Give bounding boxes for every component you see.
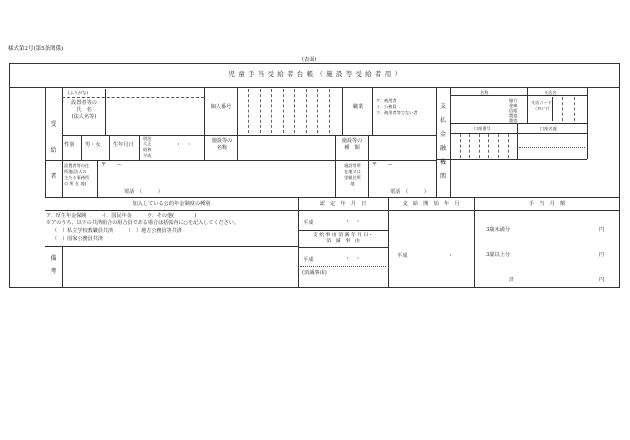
allowance-header: 手 当 月 額 bbox=[528, 201, 566, 207]
bank-type-1: 銀行 bbox=[509, 98, 518, 103]
facility-type-label-1: 施設等の bbox=[341, 138, 363, 144]
facility-type-label-2: 種 類 bbox=[344, 145, 360, 151]
personal-number-label: 個人番号 bbox=[210, 104, 232, 110]
allowance-under3-unit: 円 bbox=[599, 227, 605, 233]
job-option-c[interactable]: ウ．被用者等でない者 bbox=[376, 110, 418, 115]
remarks-field[interactable] bbox=[63, 247, 297, 287]
allowance-over3-label: 3歳以上分 bbox=[486, 252, 511, 258]
form-number: 様式第2号(第5条関係) bbox=[8, 46, 64, 52]
side-label: (表面) bbox=[302, 57, 317, 63]
facility-address-label-2: 在地又は bbox=[344, 169, 361, 174]
name-field[interactable] bbox=[106, 98, 203, 133]
era-heisei[interactable]: 平成 bbox=[143, 153, 152, 158]
payment-start-era: 平成 bbox=[397, 253, 408, 259]
extinction-reason-label: (消滅事由) bbox=[302, 270, 327, 276]
bank-type-2: 金庫 bbox=[509, 103, 518, 108]
job-label: 職業 bbox=[352, 104, 364, 110]
extinction-header-1: 支 給 事 由 消 滅 年 月 日・ bbox=[312, 233, 374, 238]
extinction-era: 平成 bbox=[303, 257, 314, 263]
facility-address-label-4: 地 bbox=[350, 181, 355, 186]
facility-name-label-1: 施設等の bbox=[211, 138, 233, 144]
branch-code-label: 支店コード bbox=[531, 100, 552, 105]
address-label-3: 主たる事務所 bbox=[64, 175, 90, 180]
bank-name-header: 名称 bbox=[480, 90, 489, 95]
account-number-header: 口座番号 bbox=[474, 126, 491, 131]
recipient-section-label: 受 給 者 bbox=[50, 121, 63, 180]
branch-name-header: 支店名 bbox=[544, 90, 557, 95]
sex-value[interactable]: 男・女 bbox=[85, 142, 101, 148]
allowance-under3-label: 3歳未満分 bbox=[486, 227, 511, 233]
pension-line-1[interactable]: ア．厚生年金保険 イ．国民年金 ウ．その他( ) bbox=[46, 213, 197, 219]
extinction-date-field[interactable]: ・ ・ bbox=[345, 256, 361, 262]
facility-address-label-1: 施設等所 bbox=[344, 163, 361, 168]
allowance-total-unit: 円 bbox=[599, 277, 605, 283]
account-name-header: 口座名義 bbox=[540, 126, 557, 131]
address-label-2: 所地(法人の bbox=[64, 169, 87, 174]
personal-number-field[interactable] bbox=[238, 88, 342, 134]
facility-name-label-2: 名称 bbox=[216, 145, 228, 151]
facility-postal-mark[interactable]: 〒 ー bbox=[372, 162, 393, 168]
bank-type-4: 農協 bbox=[509, 113, 518, 118]
name-label-3: (法人名等) bbox=[71, 114, 97, 120]
payment-org-label: 支払金融機関 bbox=[439, 103, 446, 180]
birth-label: 生年月日 bbox=[113, 142, 134, 148]
pension-line-2: ※アのうち、以下の共済組合の組合員である場合は括弧内に○を記入してください。 bbox=[46, 220, 239, 226]
allowance-total-label: 計 bbox=[509, 277, 515, 283]
bank-type-3: 信組 bbox=[509, 108, 518, 113]
era-taisho[interactable]: 大正 bbox=[143, 141, 152, 146]
allowance-over3-unit: 円 bbox=[599, 252, 605, 258]
certification-header: 認 定 年 月 日 bbox=[319, 201, 367, 207]
pension-header: 加入している公的年金制度の種別 bbox=[132, 201, 211, 207]
era-showa[interactable]: 昭和 bbox=[143, 147, 152, 152]
facility-phone-field[interactable]: 電話 （ ） bbox=[390, 189, 429, 195]
facility-address-label-3: 里親住所 bbox=[344, 175, 361, 180]
certification-era: 平成 bbox=[303, 220, 314, 226]
certification-date-field[interactable]: ・ ・ bbox=[345, 219, 361, 225]
payment-start-header: 支 給 開 始 年 月 bbox=[402, 201, 460, 207]
bank-type-5: 漁協 bbox=[509, 118, 518, 123]
extinction-header-2: 消 滅 事 由 bbox=[326, 239, 360, 244]
name-label-2: 氏 名 bbox=[76, 107, 92, 113]
pension-line-4[interactable]: （ ）国家公務員共済 bbox=[52, 236, 103, 242]
branch-code-kana: （ｽｹｼﾞｱ） bbox=[533, 106, 552, 111]
sex-label: 性別 bbox=[64, 142, 75, 148]
name-label-1: 設置者等の bbox=[71, 100, 97, 106]
payment-start-field[interactable]: ・ bbox=[448, 253, 454, 259]
job-option-a[interactable]: ア．被用者 bbox=[376, 98, 397, 103]
page-title: 児 童 手 当 受 給 者 台 帳 （ 施 設 等 受 給 者 用 ） bbox=[228, 70, 402, 78]
birth-date-field[interactable]: ・ ・ bbox=[176, 142, 192, 148]
pension-line-3[interactable]: （ ）私立学校教職員共済 （ ）地方公務員等共済 bbox=[52, 228, 182, 234]
postal-mark[interactable]: 〒 ー bbox=[101, 162, 122, 168]
furigana-label: (ふりがな) bbox=[68, 90, 89, 95]
facility-name-field[interactable] bbox=[238, 136, 334, 159]
job-option-b[interactable]: イ．公務員 bbox=[376, 104, 397, 109]
remarks-label: 備 考 bbox=[50, 255, 63, 275]
address-label-1: 設置者等の住 bbox=[64, 163, 90, 168]
address-label-4: の 所 在 地) bbox=[64, 181, 87, 186]
era-meiji[interactable]: 明治 bbox=[143, 136, 152, 141]
phone-field[interactable]: 電話 （ ） bbox=[124, 189, 163, 195]
